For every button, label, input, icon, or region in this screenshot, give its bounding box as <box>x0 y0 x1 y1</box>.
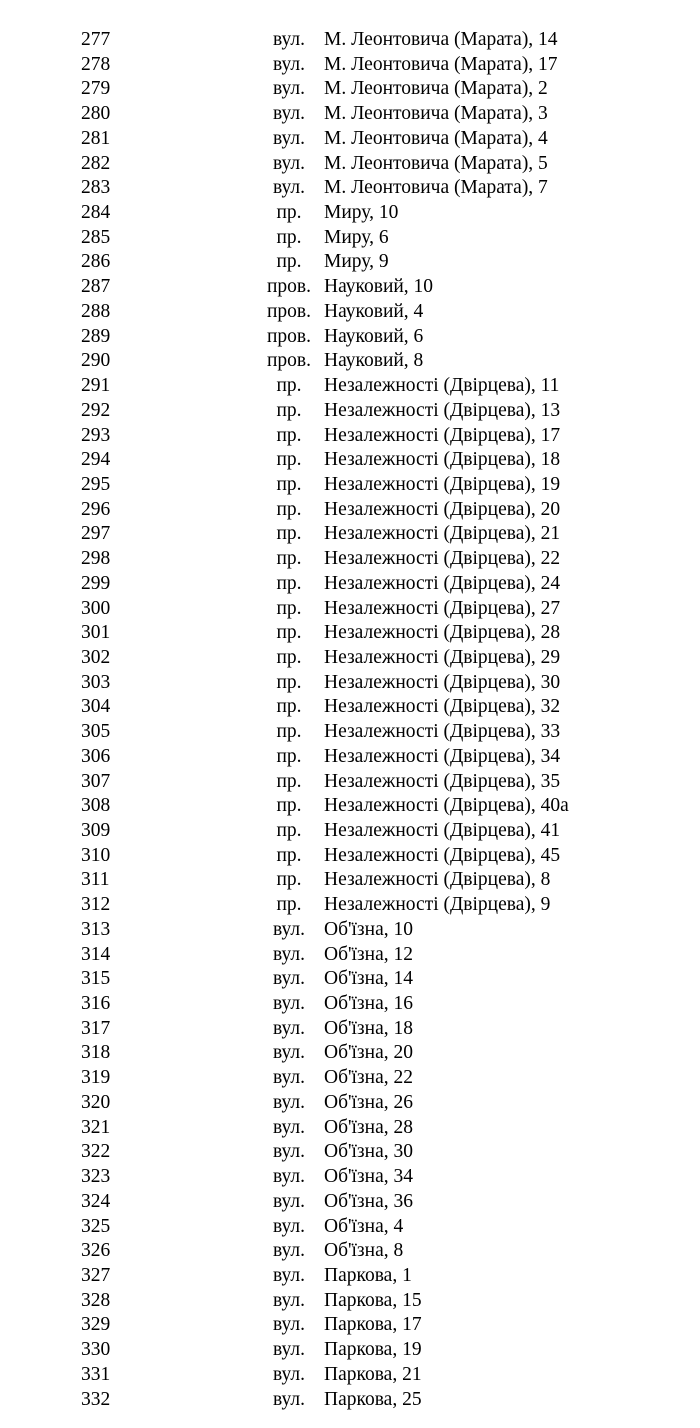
street-type: вул. <box>272 1166 306 1188</box>
address-row <box>0 152 700 177</box>
street-type: вул. <box>272 177 306 199</box>
street-type: пр. <box>276 795 302 817</box>
row-number: 296 <box>81 498 111 520</box>
street-type: пр. <box>276 399 302 421</box>
street-type: пр. <box>276 646 302 668</box>
street-address: Незалежності (Двірцева), 29 <box>324 646 561 668</box>
address-row <box>0 1041 700 1066</box>
street-address: Об'їзна, 8 <box>324 1240 404 1262</box>
address-row <box>0 300 700 325</box>
street-address: Незалежності (Двірцева), 11 <box>324 375 560 397</box>
address-row <box>0 250 700 275</box>
street-type: вул. <box>272 993 306 1015</box>
address-row <box>0 176 700 201</box>
street-address: Незалежності (Двірцева), 17 <box>324 424 561 446</box>
street-type: пров. <box>266 325 312 347</box>
street-type: пр. <box>276 671 302 693</box>
street-address: Незалежності (Двірцева), 40а <box>324 795 569 817</box>
row-number: 303 <box>81 671 111 693</box>
row-number: 327 <box>81 1264 111 1286</box>
address-row <box>0 473 700 498</box>
address-row <box>0 1066 700 1091</box>
street-address: Об'їзна, 14 <box>324 968 413 990</box>
row-number: 314 <box>81 943 111 965</box>
address-row <box>0 893 700 918</box>
street-type: пр. <box>276 498 302 520</box>
street-address: Незалежності (Двірцева), 20 <box>324 498 561 520</box>
street-type: пр. <box>276 770 302 792</box>
street-type: вул. <box>272 1264 306 1286</box>
address-row <box>0 695 700 720</box>
street-address: Незалежності (Двірцева), 22 <box>324 548 561 570</box>
address-row <box>0 102 700 127</box>
row-number: 286 <box>81 251 111 273</box>
street-address: Незалежності (Двірцева), 18 <box>324 449 561 471</box>
row-number: 302 <box>81 646 111 668</box>
address-row <box>0 1140 700 1165</box>
address-row <box>0 720 700 745</box>
address-row <box>0 943 700 968</box>
address-row <box>0 745 700 770</box>
address-row <box>0 424 700 449</box>
street-type: вул. <box>272 1215 306 1237</box>
street-address: Незалежності (Двірцева), 45 <box>324 844 561 866</box>
street-address: Науковий, 4 <box>324 300 424 322</box>
address-row <box>0 967 700 992</box>
street-type: вул. <box>272 1091 306 1113</box>
street-address: Незалежності (Двірцева), 13 <box>324 399 561 421</box>
street-type: пр. <box>276 844 302 866</box>
address-row <box>0 1239 700 1264</box>
row-number: 293 <box>81 424 111 446</box>
row-number: 283 <box>81 177 111 199</box>
street-type: вул. <box>272 1240 306 1262</box>
row-number: 294 <box>81 449 111 471</box>
row-number: 330 <box>81 1339 111 1361</box>
address-row <box>0 374 700 399</box>
row-number: 321 <box>81 1116 111 1138</box>
row-number: 291 <box>81 375 111 397</box>
street-type: вул. <box>272 1141 306 1163</box>
street-type: пр. <box>276 622 302 644</box>
street-address: Об'їзна, 22 <box>324 1067 413 1089</box>
row-number: 316 <box>81 993 111 1015</box>
street-address: Незалежності (Двірцева), 24 <box>324 572 561 594</box>
street-type: пр. <box>276 251 302 273</box>
row-number: 332 <box>81 1388 111 1410</box>
row-number: 328 <box>81 1289 111 1311</box>
address-row <box>0 77 700 102</box>
street-address: М. Леонтовича (Марата), 4 <box>324 127 548 149</box>
row-number: 322 <box>81 1141 111 1163</box>
address-row <box>0 547 700 572</box>
street-type: вул. <box>272 1042 306 1064</box>
street-address: Науковий, 10 <box>324 276 434 298</box>
street-address: Паркова, 15 <box>324 1289 422 1311</box>
street-address: Незалежності (Двірцева), 21 <box>324 523 561 545</box>
street-type: пр. <box>276 424 302 446</box>
street-address: Незалежності (Двірцева), 35 <box>324 770 561 792</box>
street-address: Миру, 10 <box>324 202 399 224</box>
street-type: вул. <box>272 78 306 100</box>
row-number: 309 <box>81 820 111 841</box>
address-row <box>0 1264 700 1289</box>
street-address: Миру, 6 <box>324 226 389 248</box>
street-address: М. Леонтовича (Марата), 2 <box>324 78 548 100</box>
row-number: 313 <box>81 918 111 940</box>
row-number: 324 <box>81 1190 111 1212</box>
row-number: 318 <box>81 1042 111 1064</box>
street-address: Паркова, 17 <box>324 1314 422 1336</box>
address-row <box>0 992 700 1017</box>
street-address: Об'їзна, 34 <box>324 1166 413 1188</box>
row-number: 292 <box>81 399 111 421</box>
street-type: пр. <box>276 721 302 743</box>
row-number: 284 <box>81 202 111 224</box>
street-type: пр. <box>276 202 302 224</box>
row-number: 287 <box>81 276 111 298</box>
street-type: пр. <box>276 572 302 594</box>
row-number: 308 <box>81 795 111 817</box>
street-type: вул. <box>272 127 306 149</box>
street-address: Незалежності (Двірцева), 32 <box>324 696 561 718</box>
row-number: 277 <box>81 29 111 50</box>
street-address: Об'їзна, 28 <box>324 1116 413 1138</box>
street-address: Незалежності (Двірцева), 8 <box>324 869 551 891</box>
street-address: Об'їзна, 18 <box>324 1017 413 1039</box>
row-number: 301 <box>81 622 111 644</box>
street-address: Об'їзна, 4 <box>324 1215 404 1237</box>
street-address: М. Леонтовича (Марата), 3 <box>324 103 548 125</box>
street-type: пр. <box>276 523 302 545</box>
address-row <box>0 349 700 374</box>
address-row <box>0 1165 700 1190</box>
street-type: пр. <box>276 548 302 570</box>
address-row <box>0 918 700 943</box>
address-row <box>0 844 700 869</box>
row-number: 290 <box>81 350 111 372</box>
address-row <box>0 127 700 152</box>
street-address: Науковий, 6 <box>324 325 424 347</box>
row-number: 331 <box>81 1363 111 1385</box>
row-number: 304 <box>81 696 111 718</box>
street-type: вул. <box>272 1314 306 1336</box>
row-number: 297 <box>81 523 111 545</box>
row-number: 307 <box>81 770 111 792</box>
street-address: М. Леонтовича (Марата), 17 <box>324 53 558 75</box>
street-address: Незалежності (Двірцева), 9 <box>324 894 551 916</box>
street-address: Незалежності (Двірцева), 28 <box>324 622 561 644</box>
street-address: М. Леонтовича (Марата), 14 <box>324 29 558 50</box>
street-address: Об'їзна, 10 <box>324 918 413 940</box>
street-address: Паркова, 25 <box>324 1388 422 1410</box>
street-type: вул. <box>272 1339 306 1361</box>
street-type: вул. <box>272 1017 306 1039</box>
row-number: 281 <box>81 127 111 149</box>
street-address: Паркова, 21 <box>324 1363 422 1385</box>
street-address: Незалежності (Двірцева), 41 <box>324 820 561 841</box>
row-number: 312 <box>81 894 111 916</box>
street-type: пр. <box>276 820 302 841</box>
address-row <box>0 671 700 696</box>
address-row <box>0 1363 700 1388</box>
street-type: пр. <box>276 473 302 495</box>
address-row <box>0 770 700 795</box>
street-type: пров. <box>266 350 312 372</box>
street-address: Незалежності (Двірцева), 19 <box>324 473 561 495</box>
street-type: пр. <box>276 894 302 916</box>
street-type: пр. <box>276 226 302 248</box>
street-address: Паркова, 19 <box>324 1339 422 1361</box>
street-type: вул. <box>272 152 306 174</box>
street-address: М. Леонтовича (Марата), 5 <box>324 152 548 174</box>
street-type: вул. <box>272 1067 306 1089</box>
address-row <box>0 1313 700 1338</box>
street-type: пр. <box>276 375 302 397</box>
address-row <box>0 53 700 78</box>
street-type: пр. <box>276 696 302 718</box>
row-number: 326 <box>81 1240 111 1262</box>
address-row <box>0 325 700 350</box>
address-row <box>0 794 700 819</box>
address-row <box>0 1215 700 1240</box>
address-row <box>0 1091 700 1116</box>
address-row <box>0 1338 700 1363</box>
street-address: М. Леонтовича (Марата), 7 <box>324 177 548 199</box>
address-row <box>0 1190 700 1215</box>
address-row <box>0 819 700 844</box>
street-type: пр. <box>276 449 302 471</box>
address-row <box>0 1116 700 1141</box>
address-row <box>0 399 700 424</box>
street-type: вул. <box>272 968 306 990</box>
street-address: Об'їзна, 16 <box>324 993 413 1015</box>
address-row <box>0 646 700 671</box>
street-address: Незалежності (Двірцева), 33 <box>324 721 561 743</box>
row-number: 319 <box>81 1067 111 1089</box>
row-number: 299 <box>81 572 111 594</box>
row-number: 305 <box>81 721 111 743</box>
street-type: вул. <box>272 1289 306 1311</box>
street-address: Миру, 9 <box>324 251 389 273</box>
street-type: вул. <box>272 1190 306 1212</box>
row-number: 310 <box>81 844 111 866</box>
address-row <box>0 1388 700 1413</box>
row-number: 306 <box>81 745 111 767</box>
row-number: 280 <box>81 103 111 125</box>
street-type: вул. <box>272 29 306 50</box>
street-type: пров. <box>266 276 312 298</box>
street-type: пр. <box>276 597 302 619</box>
street-type: пров. <box>266 300 312 322</box>
street-type: вул. <box>272 943 306 965</box>
row-number: 300 <box>81 597 111 619</box>
address-row <box>0 621 700 646</box>
street-address: Об'їзна, 12 <box>324 943 413 965</box>
street-address: Незалежності (Двірцева), 34 <box>324 745 561 767</box>
row-number: 315 <box>81 968 111 990</box>
address-row <box>0 448 700 473</box>
row-number: 288 <box>81 300 111 322</box>
street-address: Незалежності (Двірцева), 27 <box>324 597 561 619</box>
address-row <box>0 572 700 597</box>
address-row <box>0 28 700 53</box>
street-type: пр. <box>276 869 302 891</box>
row-number: 285 <box>81 226 111 248</box>
row-number: 329 <box>81 1314 111 1336</box>
street-address: Науковий, 8 <box>324 350 424 372</box>
street-address: Об'їзна, 20 <box>324 1042 413 1064</box>
address-row <box>0 597 700 622</box>
row-number: 317 <box>81 1017 111 1039</box>
street-type: вул. <box>272 53 306 75</box>
row-number: 278 <box>81 53 111 75</box>
street-type: вул. <box>272 1363 306 1385</box>
street-type: вул. <box>272 1388 306 1410</box>
address-row <box>0 275 700 300</box>
row-number: 289 <box>81 325 111 347</box>
street-type: вул. <box>272 918 306 940</box>
row-number: 323 <box>81 1166 111 1188</box>
address-row <box>0 522 700 547</box>
row-number: 279 <box>81 78 111 100</box>
address-list <box>0 28 700 1412</box>
street-type: пр. <box>276 745 302 767</box>
row-number: 325 <box>81 1215 111 1237</box>
row-number: 282 <box>81 152 111 174</box>
row-number: 311 <box>81 869 110 891</box>
street-type: вул. <box>272 103 306 125</box>
row-number: 320 <box>81 1091 111 1113</box>
street-address: Паркова, 1 <box>324 1264 412 1286</box>
row-number: 298 <box>81 548 111 570</box>
street-address: Об'їзна, 30 <box>324 1141 413 1163</box>
street-address: Незалежності (Двірцева), 30 <box>324 671 561 693</box>
address-row <box>0 226 700 251</box>
street-address: Об'їзна, 36 <box>324 1190 413 1212</box>
street-type: вул. <box>272 1116 306 1138</box>
address-row <box>0 1289 700 1314</box>
street-address: Об'їзна, 26 <box>324 1091 413 1113</box>
address-row <box>0 201 700 226</box>
address-row <box>0 1017 700 1042</box>
row-number: 295 <box>81 473 111 495</box>
address-row <box>0 498 700 523</box>
address-row <box>0 868 700 893</box>
